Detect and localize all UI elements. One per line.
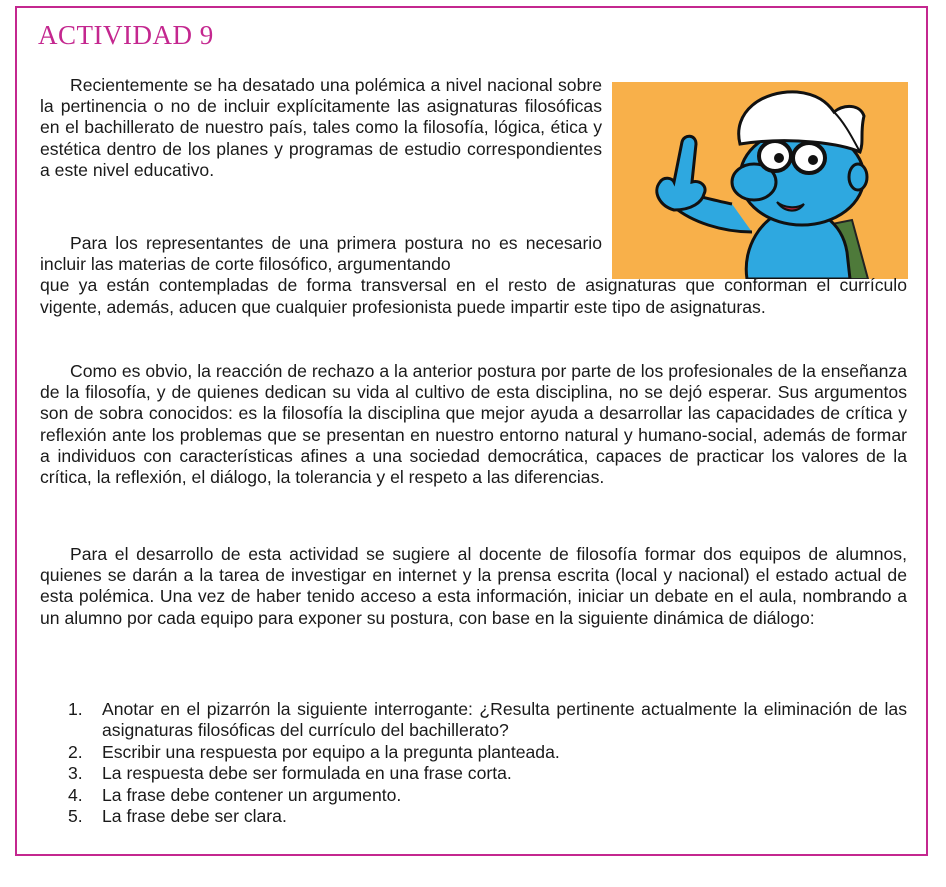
list-item-text: Escribir una respuesta por equipo a la pregunta planteada. [102,741,560,762]
list-item [40,763,907,784]
list-item-text: Anotar en el pizarrón la siguiente interrogante: ¿Resulta pertinente actualmente la eliminación de las asignaturas filosóficas del currículo del bachillerato? [102,699,907,741]
paragraph-4: Para el desarrollo de esta actividad se sugiere al docente de filosofía formar dos equipos de alumnos, quienes se darán a la tarea de investigar en internet y la prensa escrita (local y nacional) el estado actual de esta polémica. Una vez de haber tenido acceso a esta información, iniciar un debate en el aula, nombrando a un alumno por cada equipo para exponer su postura, con base en la siguiente dinámica de diálogo: [40,544,907,628]
list-item-number: 1. [68,699,83,719]
list-item-text: La frase debe ser clara. [102,806,287,827]
paragraph-2-first-part: Para los representantes de una primera postura no es necesario incluir las materias de corte filosófico, argumentando [40,233,602,275]
paragraph-2 [40,233,907,318]
list-item [40,742,907,763]
paragraph-2-second-part: que ya están contempladas de forma transversal en el resto de asignaturas que conforman el currículo vigente, además, aducen que cualquier profesionista puede impartir este tipo de asignaturas. [40,275,907,317]
list-item [40,785,907,806]
list-item-text: La respuesta debe ser formulada en una frase corta. [102,763,512,784]
list-item-number: 2. [68,741,83,762]
list-item-number: 5. [68,806,83,827]
list-item-number: 4. [68,784,83,805]
activity-title: ACTIVIDAD 9 [38,20,214,50]
list-item-text: La frase debe contener un argumento. [102,784,402,805]
paragraph-3: Como es obvio, la reacción de rechazo a la anterior postura por parte de los profesionales de la enseñanza de la filosofía, y de quienes dedican su vida al cultivo de esta disciplina, no se dejó esperar. Sus argumentos son de sobra conocidos: es la filosofía la disciplina que mejor ayuda a desarrollar las capacidades de crítica y reflexión ante los problemas que se presentan en nuestro entorno natural y humano-social, además de formar a individuos con características afines a una sociedad democrática, capaces de practicar los valores de la crítica, la reflexión, el diálogo, la tolerancia y el respeto a las diferencias. [40,361,907,488]
dialogue-steps-list [40,699,907,827]
list-item [40,699,907,742]
paragraph-1: Recientemente se ha desatado una polémica a nivel nacional sobre la pertinencia o no de incluir explícitamente las asignaturas filosóficas en el bachillerato de nuestro país, tales como la filosofía, lógica, ética y estética dentro de los planes y programas de estudio correspondientes a este nivel educativo. [40,75,602,180]
list-item [40,806,907,827]
list-item-number: 3. [68,763,83,784]
